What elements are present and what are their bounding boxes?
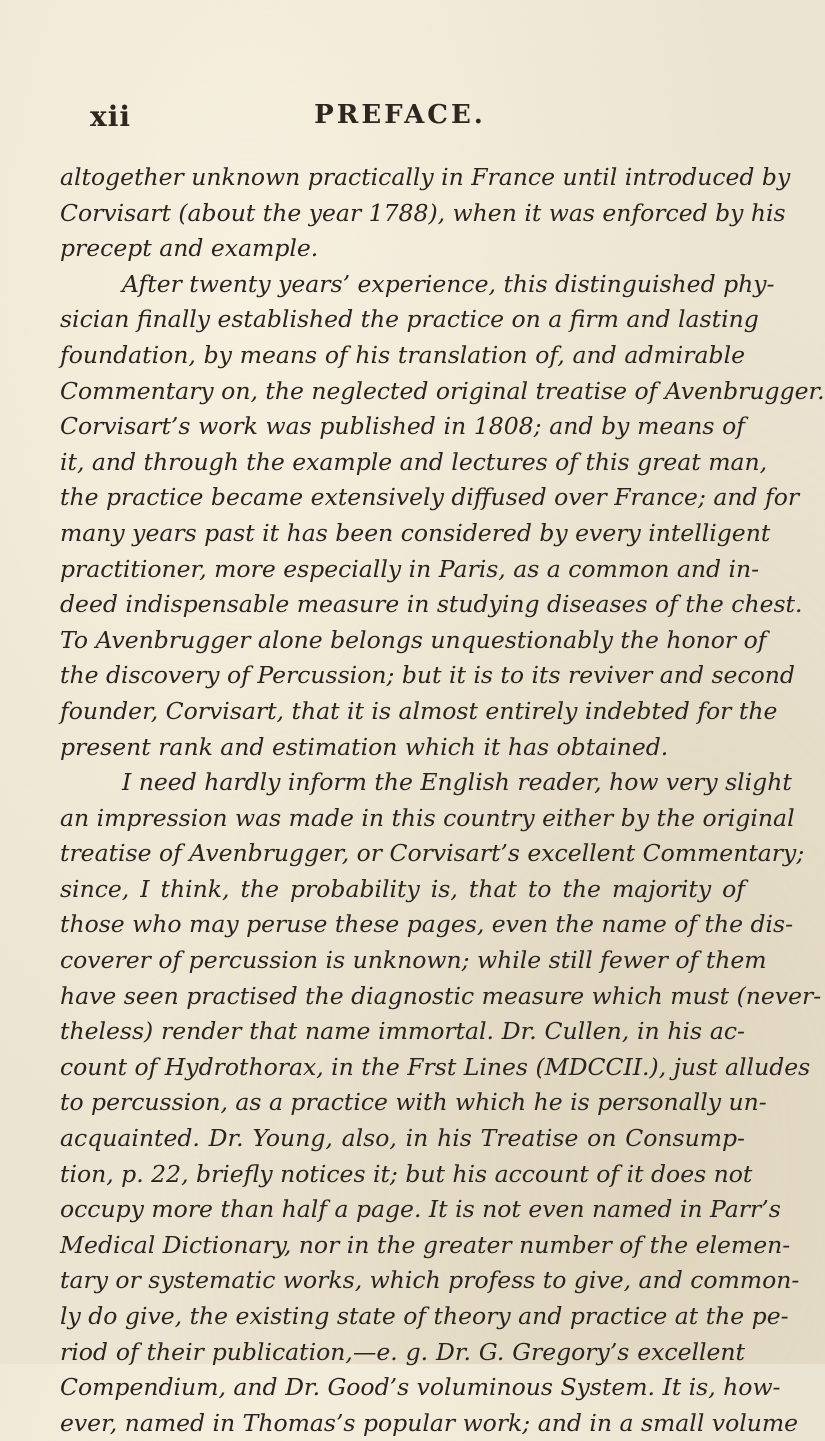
text-line: ly do give, the existing state of theory and practice at the pe- xyxy=(60,1302,789,1330)
text-line: Commentary on, the neglected original treatise of Avenbrugger. xyxy=(60,376,825,405)
text-line: the practice became extensively diffused over France; and for xyxy=(60,483,800,512)
text-line: many years past it has been considered by every intelligent xyxy=(60,518,771,547)
text-line: To Avenbrugger alone belongs unquestionably the honor of xyxy=(60,625,767,654)
text-line: have seen practised the diagnostic measure which must (never- xyxy=(60,981,822,1010)
page-header xyxy=(0,100,800,140)
text-line: tary or systematic works, which profess to give, and common- xyxy=(60,1266,800,1295)
body-text xyxy=(60,160,825,1441)
text-line: the discovery of Percussion; but it is to its reviver and second xyxy=(60,661,795,690)
text-line: present rank and estimation which it has obtained. xyxy=(60,732,669,761)
text-line: Corvisart’s work was published in 1808; and by means of xyxy=(60,412,745,441)
text-line: treatise of Avenbrugger, or Corvisart’s excellent Commentary; xyxy=(60,839,805,868)
text-line: deed indispensable measure in studying diseases of the chest. xyxy=(60,590,803,619)
text-line: practitioner, more especially in Paris, as a common and in- xyxy=(60,554,760,583)
text-line: theless) render that name immortal. Dr. Cullen, in his ac- xyxy=(60,1017,745,1046)
text-line: foundation, by means of his translation of, and admirable xyxy=(60,340,745,369)
running-head: PREFACE. xyxy=(314,100,486,130)
text-line: ever, named in Thomas’s popular work; and in a small volume xyxy=(60,1408,799,1437)
text-line: tion, p. 22, briefly notices it; but his account of it does not xyxy=(60,1159,753,1188)
text-line: to percussion, as a practice with which he is personally un- xyxy=(60,1088,767,1117)
text-line: founder, Corvisart, that it is almost entirely indebted for the xyxy=(60,696,778,725)
text-line: sician finally established the practice on a firm and lasting xyxy=(60,305,759,334)
text-line: Medical Dictionary, nor in the greater number of the elemen- xyxy=(60,1230,791,1259)
text-line: occupy more than half a page. It is not even named in Parr’s xyxy=(60,1195,781,1224)
text-line: coverer of percussion is unknown; while still fewer of them xyxy=(60,946,767,975)
text-line: riod of their publication,—e. g. Dr. G. Gregory’s excellent xyxy=(60,1337,745,1366)
text-line: I need hardly inform the English reader, how very slight xyxy=(122,768,792,797)
text-line: since, I think, the probability is, that to the majority of xyxy=(60,874,745,903)
text-line: Compendium, and Dr. Good’s voluminous System. It is, how- xyxy=(60,1373,781,1402)
text-line: After twenty years’ experience, this distinguished phy- xyxy=(122,269,775,298)
text-line: count of Hydrothorax, in the Frst Lines (MDCCII.), just alludes xyxy=(60,1052,811,1081)
text-line: acquainted. Dr. Young, also, in his Treatise on Consump- xyxy=(60,1124,745,1153)
text-line: an impression was made in this country either by the original xyxy=(60,803,795,832)
text-line: Corvisart (about the year 1788), when it was enforced by his xyxy=(60,198,786,227)
text-line: precept and example. xyxy=(60,234,319,263)
text-line: it, and through the example and lectures of this great man, xyxy=(60,447,768,476)
text-line: those who may peruse these pages, even the name of the dis- xyxy=(60,910,794,939)
text-line: altogether unknown practically in France until introduced by xyxy=(60,163,791,191)
page-number: xii xyxy=(90,100,131,133)
